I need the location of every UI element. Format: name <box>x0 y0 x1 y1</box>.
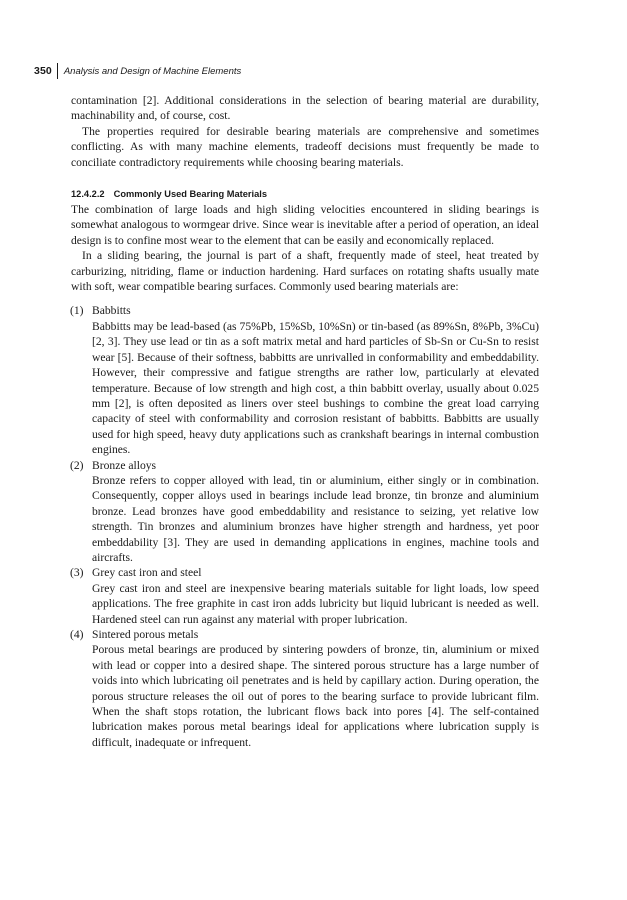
list-item-title: Bronze alloys <box>92 458 157 472</box>
section-title: Commonly Used Bearing Materials <box>113 189 268 200</box>
paragraph-combination: The combination of large loads and high sliding velocities encountered in sliding bearings is somewhat analogous to wormgear drive. Since wear is inevitable after a period of operation, an ideal design is to confine most wear to the element that can be easily and economically replaced. <box>71 203 539 247</box>
list-item-number: (4) <box>70 628 84 641</box>
list-item <box>71 458 539 566</box>
list-item <box>71 303 539 457</box>
paragraph-properties: The properties required for desirable bearing materials are comprehensive and sometimes conflicting. As with many machine elements, tradeoff decisions must frequently be made to conciliate contradictory requirements while choosing bearing materials. <box>71 124 539 169</box>
list-item-title: Grey cast iron and steel <box>92 566 202 580</box>
list-item-text: Babbitts may be lead-based (as 75%Pb, 15%Sb, 10%Sn) or tin-based (as 89%Sn, 8%Pb, 3%Cu) [2, 3]. They use lead or tin as a soft matrix metal and hard particles of Sb-Sn or Cu-Sn to resist wear [5]. Because of their softness, babbitts are unrivalled in conformability and embeddability. However, their compressive and fatigue strengths are rather low, particularly at elevated temperature. Because of low strength and high cost, a thin babbitt overlay, usually about 0.025 mm [2], is often deposited as liners over steel bushings to combine the great load carrying capacity of steel with conformability and corrosion resistant of babbitts. Babbitts are usually used for high speed, heavy duty applications such as crankshaft bearings in internal combustion engines. <box>92 319 539 457</box>
list-item-number: (1) <box>70 304 84 318</box>
materials-list <box>71 303 539 750</box>
running-title: Analysis and Design of Machine Elements <box>63 65 242 77</box>
list-item-text: Bronze refers to copper alloyed with lead, tin or aluminium, either singly or in combination. Consequently, copper alloys used in bearings include lead bronze, tin bronze and aluminium bronze. Lead bronzes have good embeddability and resistance to seizing, yet relative low strength. Tin bronzes and aluminium bronzes have higher strength and hardness, yet poor embeddability [3]. They are used in demanding applications in engines, machine tools and aircrafts. <box>92 473 539 564</box>
running-header <box>34 63 241 79</box>
list-item-number: (3) <box>70 566 84 580</box>
paragraph-journal: In a sliding bearing, the journal is part of a shaft, frequently made of steel, heat treated by carburizing, nitriding, flame or induction hardening. Hard surfaces on rotating shafts usually mate with soft, wear compatible bearing surfaces. Commonly used bearing materials are: <box>71 249 539 294</box>
list-item <box>71 565 539 627</box>
list-item-title: Babbitts <box>92 304 131 318</box>
header-divider <box>57 63 58 79</box>
list-item-text: Porous metal bearings are produced by sintering powders of bronze, tin, aluminium or mixed with lead or copper into a desired shape. The sintered porous structure has a large number of voids into which lubricating oil penetrates and is held by capillary action. During operation, the porous structure releases the oil out of pores to the bearing surface to provide lubricant film. When the shaft stops rotation, the lubricant flows back into pores [4]. The self-contained lubrication makes porous metal bearings ideal for applications where lubrication supply is difficult, inadequate or infrequent. <box>92 643 539 749</box>
page-body <box>71 93 539 750</box>
list-item-title: Sintered porous metals <box>92 628 199 641</box>
section-number: 12.4.2.2 <box>71 189 105 200</box>
page-number: 350 <box>34 65 52 77</box>
paragraph-contamination: contamination [2]. Additional considerations in the selection of bearing material are durability, machinability and, of course, cost. <box>71 94 539 123</box>
list-item-text: Grey cast iron and steel are inexpensive bearing materials suitable for light loads, low speed applications. The free graphite in cast iron adds lubricity but liquid lubricant is needed as well. Hardened steel can run against any material with proper lubrication. <box>92 581 539 626</box>
list-item-number: (2) <box>70 458 84 472</box>
section-heading <box>71 187 539 202</box>
list-item <box>71 627 539 750</box>
